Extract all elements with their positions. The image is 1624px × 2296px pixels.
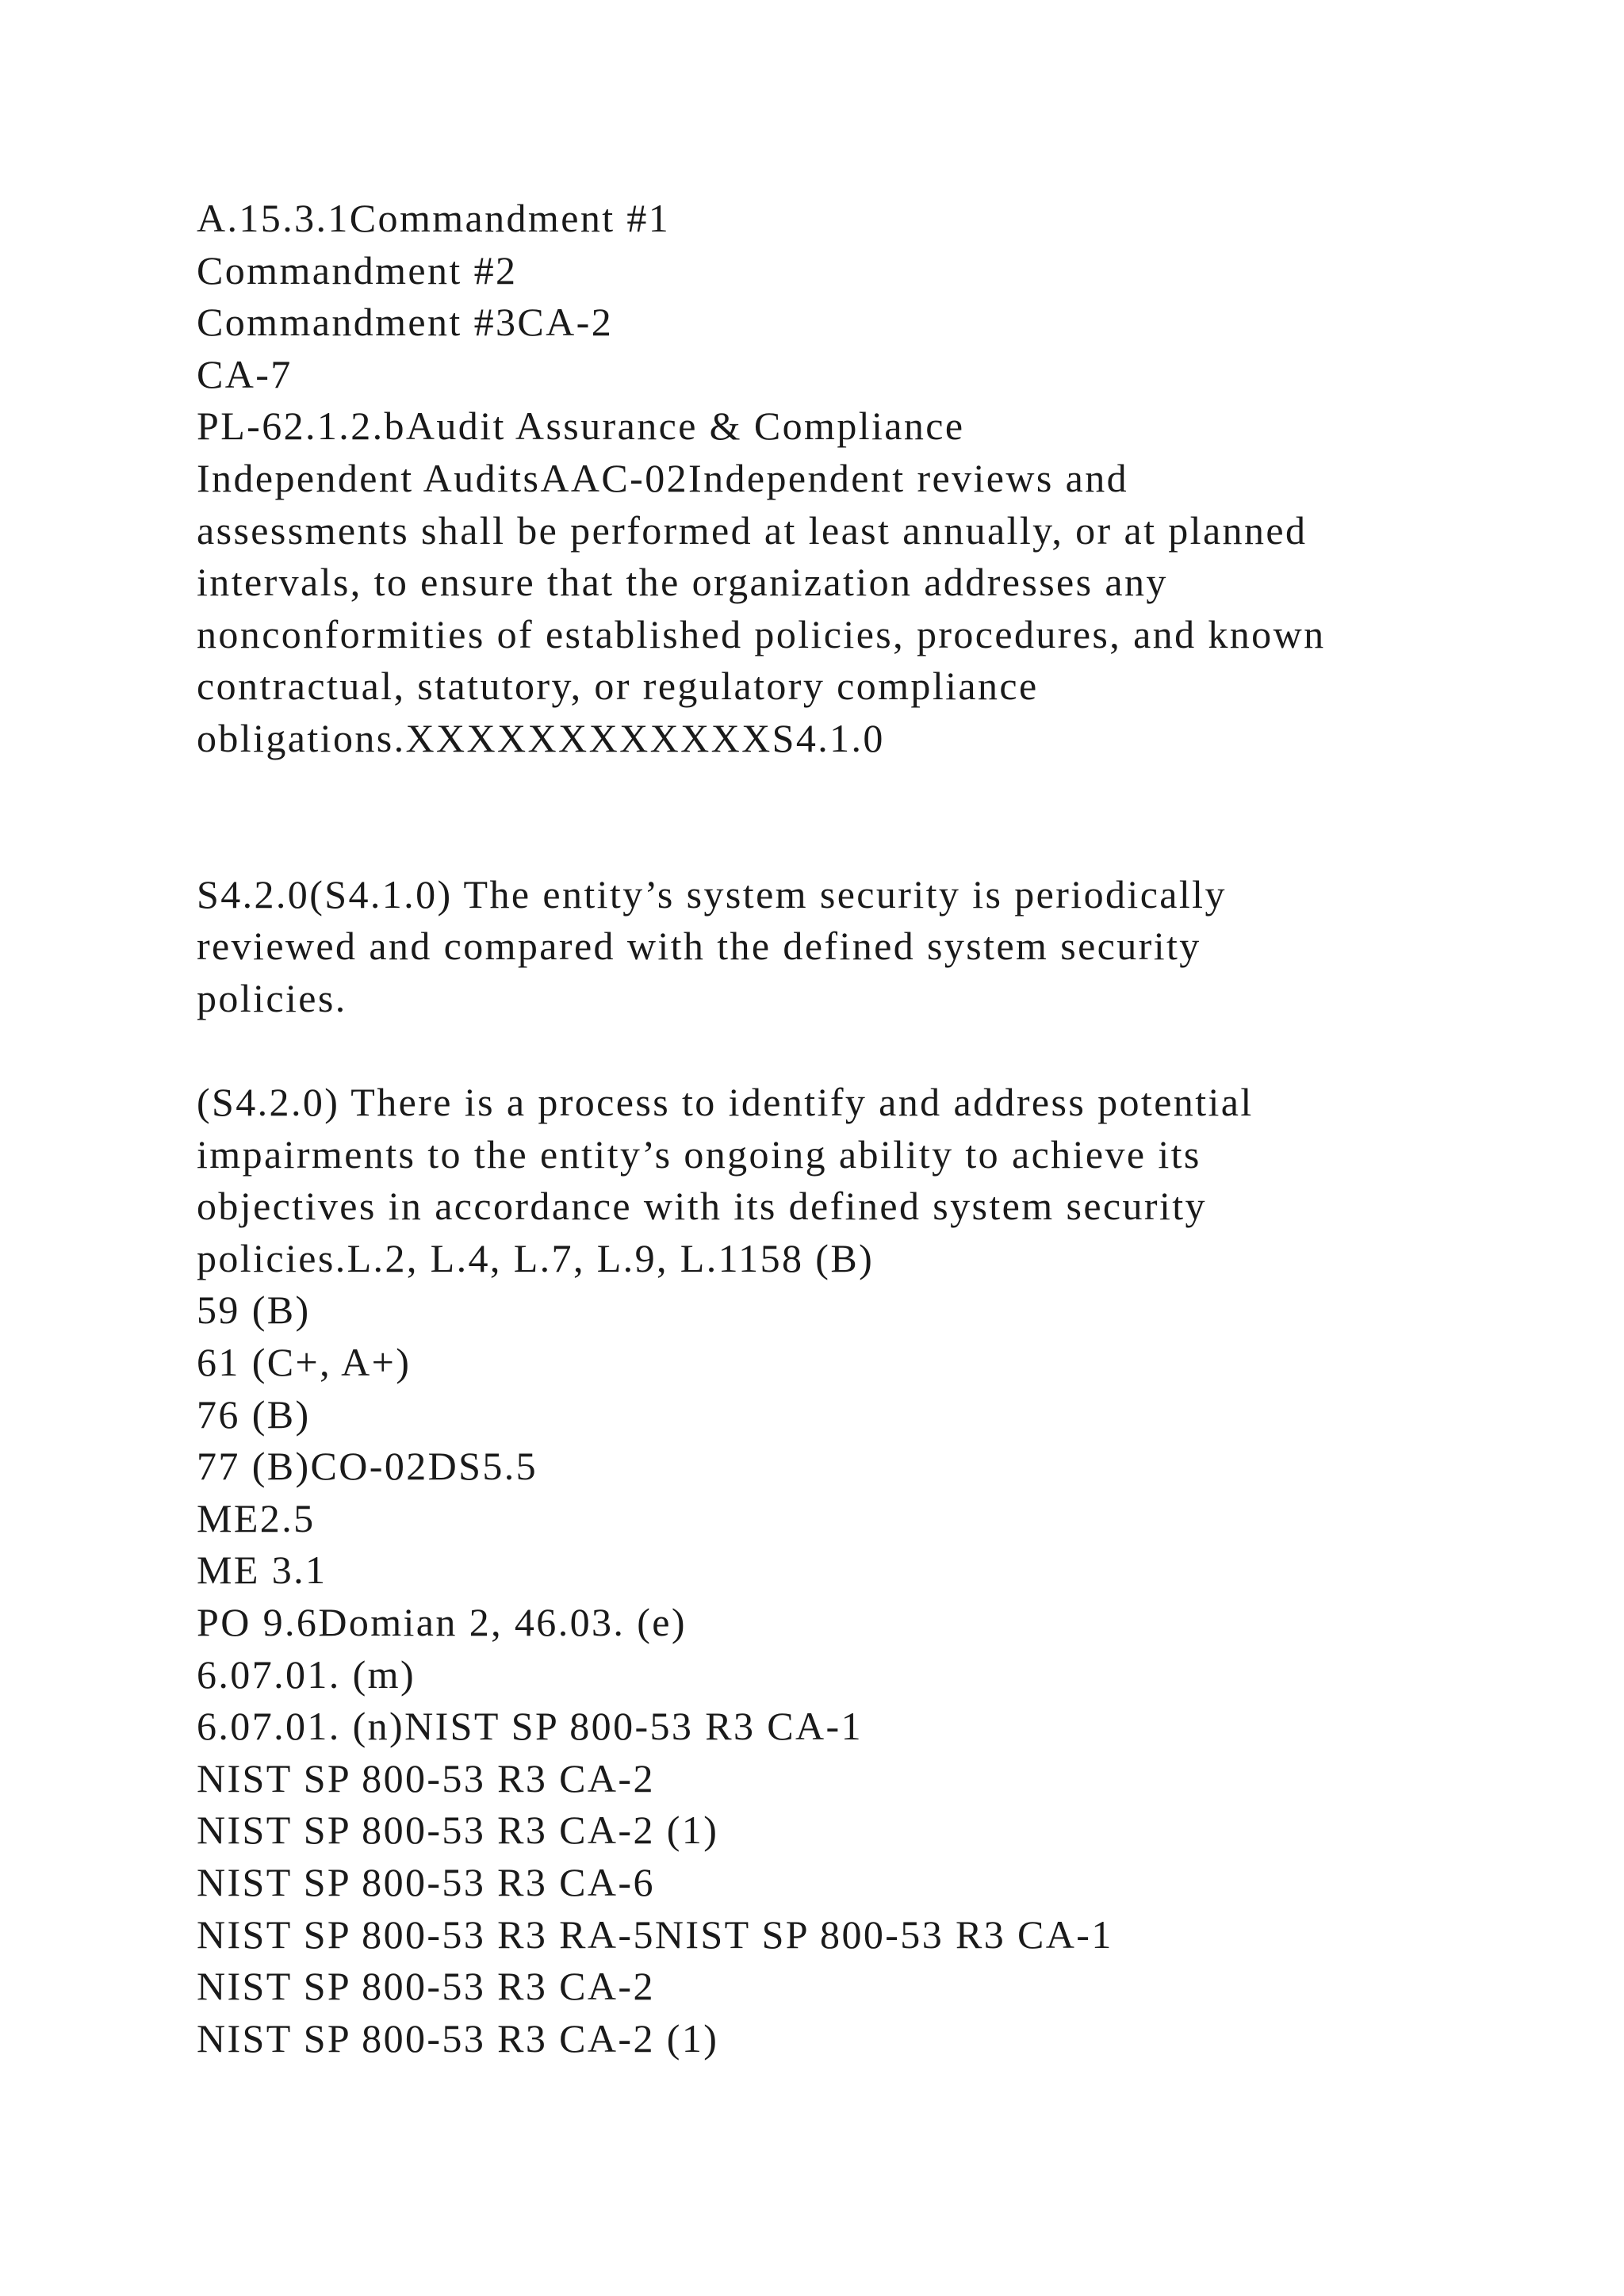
- blank-line: [197, 765, 1497, 817]
- text-line: 6.07.01. (n)NIST SP 800-53 R3 CA-1: [197, 1704, 863, 1749]
- text-line: CA-7: [197, 351, 293, 396]
- document-body: [197, 193, 1497, 2064]
- text-line: S4.2.0(S4.1.0) The entity’s system security is periodically: [197, 871, 1227, 916]
- text-line: NIST SP 800-53 R3 CA-2 (1): [197, 2015, 719, 2061]
- text-line: 59 (B): [197, 1288, 311, 1333]
- text-line: PL-62.1.2.bAudit Assurance & Compliance: [197, 404, 965, 449]
- text-line: assessments shall be performed at least annually, or at planned: [197, 507, 1308, 553]
- text-line: ME 3.1: [197, 1548, 327, 1593]
- text-line: 77 (B)CO-02DS5.5: [197, 1444, 538, 1489]
- text-line: 76 (B): [197, 1391, 311, 1437]
- text-line: impairments to the entity’s ongoing ability to achieve its: [197, 1131, 1201, 1177]
- text-line: A.15.3.1Commandment #1: [197, 196, 671, 240]
- text-line: ME2.5: [197, 1495, 316, 1540]
- text-line: Independent AuditsAAC-02Independent reviews and: [197, 455, 1129, 500]
- text-line: Commandment #3CA-2: [197, 300, 614, 345]
- text-line: PO 9.6Domian 2, 46.03. (e): [197, 1600, 687, 1645]
- text-line: NIST SP 800-53 R3 CA-2: [197, 1755, 655, 1800]
- text-line: NIST SP 800-53 R3 CA-2: [197, 1964, 655, 2009]
- text-line: NIST SP 800-53 R3 CA-6: [197, 1860, 655, 1904]
- text-line: nonconformities of established policies, procedures, and known: [197, 611, 1326, 656]
- text-line: NIST SP 800-53 R3 RA-5NIST SP 800-53 R3 CA-1: [197, 1911, 1113, 1957]
- text-line: NIST SP 800-53 R3 CA-2 (1): [197, 1808, 719, 1853]
- text-line: Commandment #2: [197, 247, 518, 293]
- text-line: 61 (C+, A+): [197, 1340, 412, 1385]
- text-line: obligations.XXXXXXXXXXXXS4.1.0: [197, 715, 885, 760]
- text-line: (S4.2.0) There is a process to identify and address potential: [197, 1080, 1254, 1125]
- text-line: contractual, statutory, or regulatory compliance: [197, 664, 1039, 709]
- text-line: objectives in accordance with its defined system security: [197, 1184, 1207, 1229]
- text-line: policies.L.2, L.4, L.7, L.9, L.1158 (B): [197, 1235, 875, 1280]
- text-line: intervals, to ensure that the organization addresses any: [197, 560, 1168, 605]
- text-line: reviewed and compared with the defined system security: [197, 924, 1201, 969]
- blank-line: [197, 1025, 1497, 1077]
- text-line: policies.: [197, 975, 347, 1020]
- blank-line: [197, 817, 1497, 869]
- text-line: 6.07.01. (m): [197, 1651, 416, 1697]
